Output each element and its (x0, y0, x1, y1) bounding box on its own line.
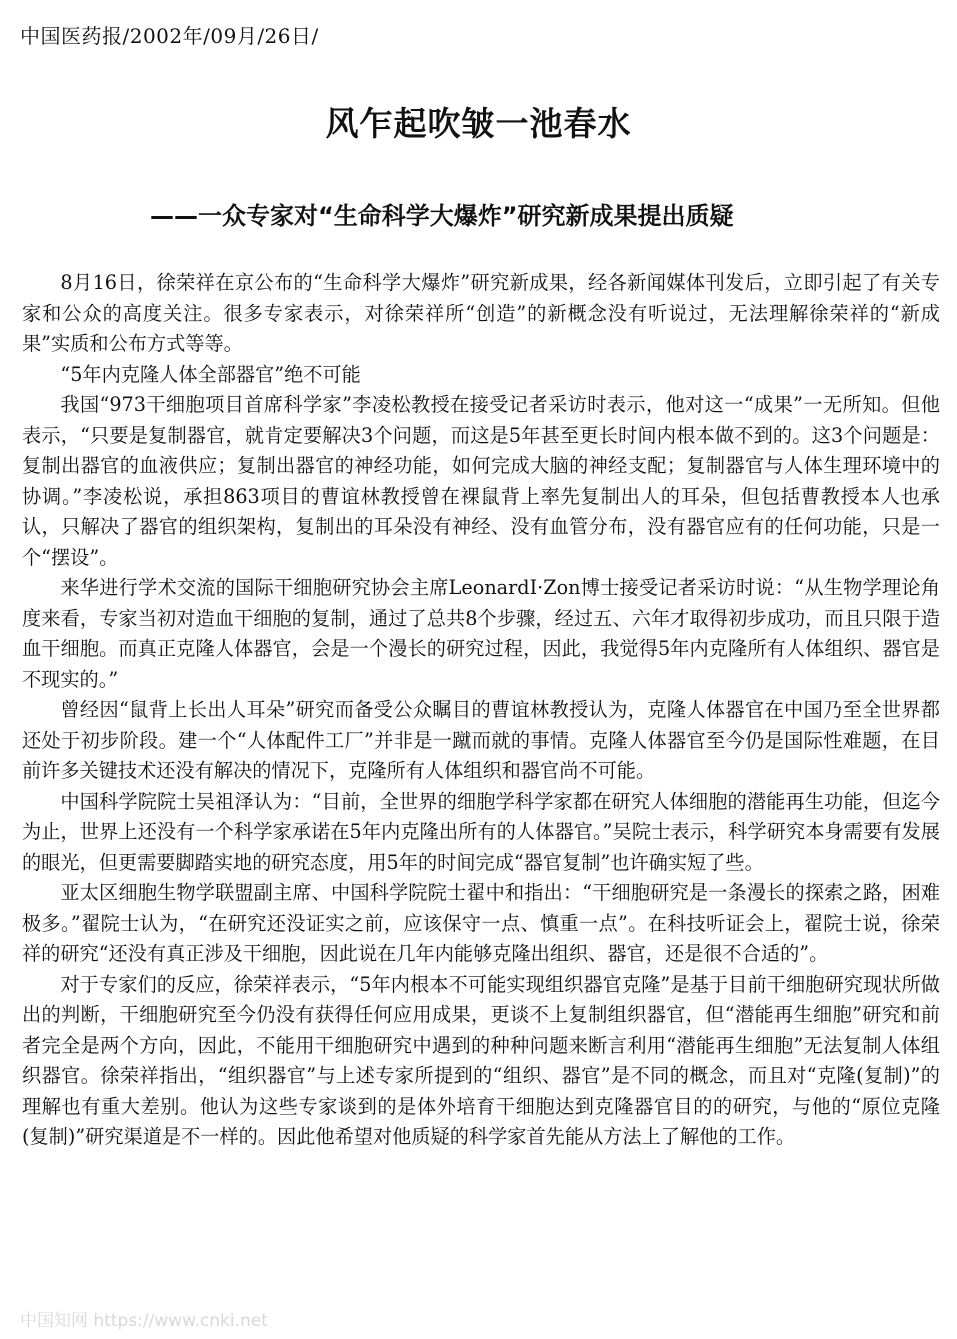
paragraph: 亚太区细胞生物学联盟副主席、中国科学院院士翟中和指出：“干细胞研究是一条漫长的探索之路，困难极多。”翟院士认为，“在研究还没证实之前，应该保守一点、慎重一点”。在科技听证会上，翟院士说，徐荣祥的研究“还没有真正涉及干细胞，因此说在几年内能够克隆出组织、器官，还是很不合适的”。 (22, 881, 940, 965)
article-subtitle: ——一众专家对“生命科学大爆炸”研究新成果提出质疑 (150, 202, 734, 230)
paragraph: 对于专家们的反应，徐荣祥表示，“5年内根本不可能实现组织器官克隆”是基于目前干细胞研究现状所做出的判断，干细胞研究至今仍没有获得任何应用成果，更谈不上复制组织器官，但“潜能再生细胞”研究和前者完全是两个方向，因此，不能用干细胞研究中遇到的种种问题来断言利用“潜能再生细胞”无法复制人体组织器官。徐荣祥指出，“组织器官”与上述专家所提到的“组织、器官”是不同的概念，而且对“克隆(复制)”的理解也有重大差别。他认为这些专家谈到的是体外培育干细胞达到克隆器官目的的研究，与他的“原位克隆(复制)”研究渠道是不一样的。因此他希望对他质疑的科学家首先能从方法上了解他的工作。 (22, 972, 940, 1148)
article-body (22, 268, 940, 1153)
paragraph: 来华进行学术交流的国际干细胞研究协会主席LeonardI·Zon博士接受记者采访时说：“从生物学理论角度来看，专家当初对造血干细胞的复制，通过了总共8个步骤，经过五、六年才取得初步成功，而且只限于造血干细胞。而真正克隆人体器官，会是一个漫长的研究过程，因此，我觉得5年内克隆所有人体组织、器官是不现实的。” (22, 576, 940, 691)
section-heading: “5年内克隆人体全部器官”绝不可能 (60, 362, 361, 386)
cnki-watermark: 中国知网 https://www.cnki.net (20, 1311, 268, 1331)
source-line: 中国医药报/2002年/09月/26日/ (20, 24, 319, 48)
paragraph-intro: 8月16日，徐荣祥在京公布的“生命科学大爆炸”研究新成果，经各新闻媒体刊发后，立即引起了有关专家和公众的高度关注。很多专家表示，对徐荣祥所“创造”的新概念没有听说过，无法理解徐荣祥的“新成果”实质和公布方式等等。 (22, 271, 940, 355)
paragraph: 中国科学院院士吴祖泽认为：“目前，全世界的细胞学科学家都在研究人体细胞的潜能再生功能，但迄今为止，世界上还没有一个科学家承诺在5年内克隆出所有的人体器官。”吴院士表示，科学研究本身需要有发展的眼光，但更需要脚踏实地的研究态度，用5年的时间完成“器官复制”也许确实短了些。 (22, 789, 940, 874)
article-title: 风乍起吹皱一池春水 (325, 104, 632, 143)
paragraph: 我国“973干细胞项目首席科学家”李凌松教授在接受记者采访时表示，他对这一“成果”一无所知。但他表示，“只要是复制器官，就肯定要解决3个问题，而这是5年甚至更长时间内根本做不到的。这3个问题是：复制出器官的血液供应；复制出器官的神经功能，如何完成大脑的神经支配；复制器官与人体生理环境中的协调。”李凌松说，承担863项目的曹谊林教授曾在裸鼠背上率先复制出人的耳朵，但包括曹教授本人也承认，只解决了器官的组织架构，复制出的耳朵没有神经、没有血管分布，没有器官应有的任何功能，只是一个“摆设”。 (22, 393, 940, 569)
paragraph: 曾经因“鼠背上长出人耳朵”研究而备受公众瞩目的曹谊林教授认为，克隆人体器官在中国乃至全世界都还处于初步阶段。建一个“人体配件工厂”并非是一蹴而就的事情。克隆人体器官至今仍是国际性难题，在目前许多关键技术还没有解决的情况下，克隆所有人体组织和器官尚不可能。 (22, 698, 940, 782)
